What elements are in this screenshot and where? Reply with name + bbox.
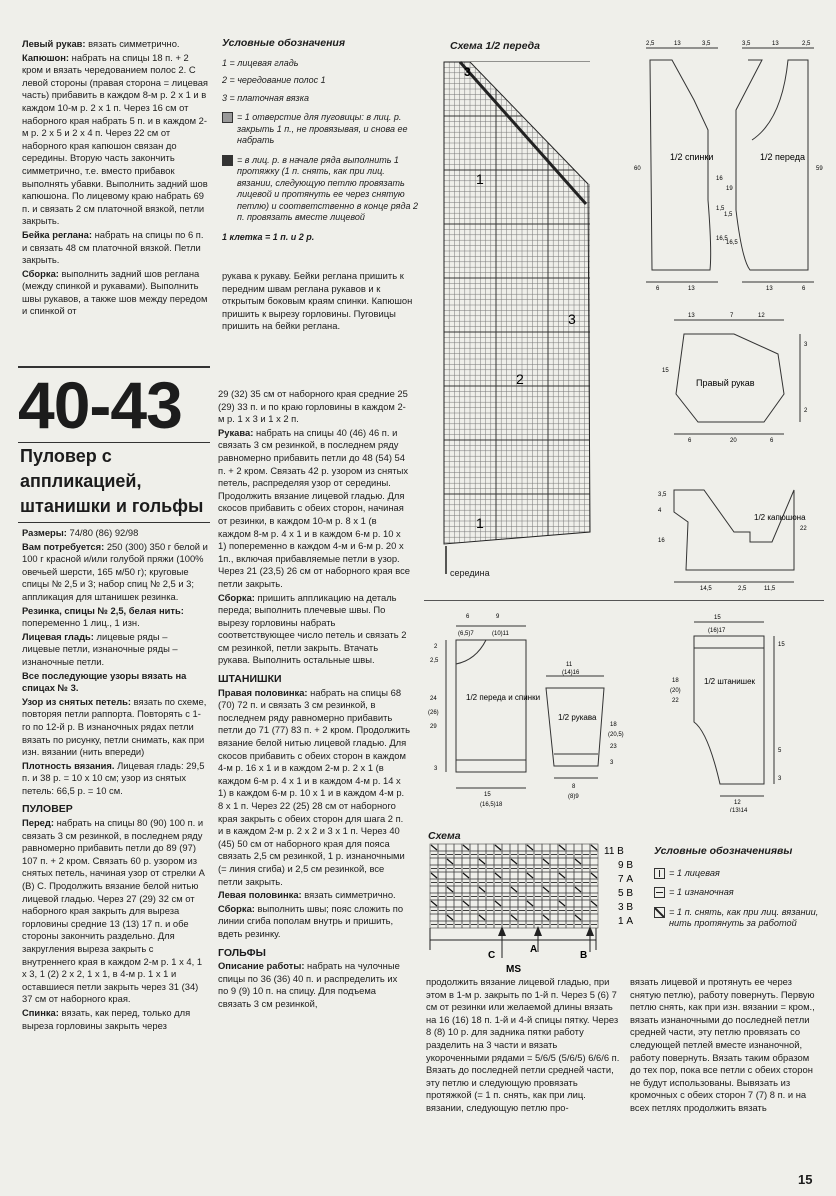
svg-text:3: 3 bbox=[804, 342, 808, 348]
svg-text:16: 16 bbox=[658, 538, 665, 544]
svg-text:3,5: 3,5 bbox=[702, 41, 711, 47]
svg-text:3,5: 3,5 bbox=[742, 41, 751, 47]
svg-text:2: 2 bbox=[804, 408, 808, 414]
svg-text:3: 3 bbox=[778, 776, 782, 782]
paragraph: Резинка, спицы № 2,5, белая нить: попеременно 1 лиц., 1 изн. bbox=[22, 604, 184, 629]
paragraph: 29 (32) 35 см от наборного края средние 25 (29) 33 п. и по краю горловины в каждом 2-м р. 1 х 3 и 1 х 2 п. bbox=[218, 388, 408, 425]
svg-text:C: C bbox=[488, 950, 496, 961]
paragraph: ПУЛОВЕР bbox=[22, 803, 73, 816]
center-label: середина bbox=[450, 568, 490, 578]
svg-text:(8)9: (8)9 bbox=[568, 794, 579, 800]
legend-purl: = 1 изнаночная bbox=[654, 887, 824, 899]
pattern-title: Пуловер с аппликацией, штанишки и гольфы bbox=[20, 446, 204, 516]
schematic-hood bbox=[654, 482, 824, 592]
svg-text:3: 3 bbox=[434, 766, 438, 772]
svg-text:9: 9 bbox=[496, 614, 500, 620]
svg-text:24: 24 bbox=[430, 696, 437, 702]
neckline-curve bbox=[456, 640, 486, 664]
text-column-3-bottom: продолжить вязание лицевой гладью, при этом в 1-м р. закрыть по 1-й п. Через 5 (6) 7 см от резинки или желаемой длины вязать на 16 (16) 18 п. 1-й и 4-й спицы пятку. Через 8 (8) 10 р. для задника пятки работу разделить на 3 части и вязать укороченными рядами = 5/6/5 (5/6/5) 6/6/6 п. Вязать до последней петли средней части, эту петлю и следующую провязать протяжкой (= 1 п. снять, как при лиц. вязании, следующую петлю про- bbox=[426, 976, 620, 1113]
zone-label: 2 bbox=[516, 371, 524, 387]
legend-item: 3 = платочная вязка bbox=[222, 92, 309, 103]
sleeve-label: Правый рукав bbox=[696, 378, 755, 388]
svg-text:11: 11 bbox=[566, 662, 573, 668]
grey-square-icon bbox=[222, 112, 233, 123]
back-label: 1/2 спинки bbox=[670, 152, 714, 162]
svg-text:7 А: 7 А bbox=[618, 874, 634, 885]
rapport-label: MS bbox=[506, 964, 521, 975]
svg-text:22: 22 bbox=[800, 526, 807, 532]
paragraph: Сборка: выполнить задний шов реглана (между спинкой и рукавами). Выполнить швы рукавов, а также шов между передом и спинкой от bbox=[22, 267, 208, 317]
divider bbox=[18, 442, 210, 443]
black-square-icon bbox=[222, 155, 233, 166]
svg-text:11,5: 11,5 bbox=[764, 586, 776, 592]
stitch-legend-title: Условные обозначениявы bbox=[654, 845, 793, 857]
svg-text:2,5: 2,5 bbox=[738, 586, 747, 592]
svg-text:5 В: 5 В bbox=[618, 888, 634, 899]
svg-text:15: 15 bbox=[778, 642, 785, 648]
text-column-2-top: рукава к рукаву. Бейки реглана пришить к передним швам реглана рукавов и к открытым боковым краям спинки. Капюшон пришить к вырезу горловины. Пуговицы пришить на бейки реглана. bbox=[222, 270, 413, 332]
paragraph: Капюшон: набрать на спицы 18 п. + 2 кром и вязать чередованием полос 2. С левой стороны (правая сторона = лицевая часть) прибавить в каждом 8-м р. 2 х 1 и в каждом 10-м р. 2 х 1 п. Через 16 см от наборного края набрать 5 п. и в каждом 2-м р. 2 х 5 и 2 х 4 п. Через 22 см от наборного края капюшон связан до середины. Вторую часть закончить симметрично, т.е. вместо прибавок выполнять убавки. Выполнить задний шов капюшона. По лицевому краю набрать 69 п. и связать 2 см платочной вязкой, петли закрыть. bbox=[22, 51, 208, 227]
divider bbox=[18, 522, 210, 523]
svg-text:29: 29 bbox=[430, 724, 437, 730]
zone-label: 3 bbox=[568, 311, 576, 327]
svg-text:9 В: 9 В bbox=[618, 860, 634, 871]
stitch-cells bbox=[430, 844, 598, 928]
chart-title: Схема 1/2 переда bbox=[450, 40, 541, 52]
text-column-4-bottom: вязать лицевой и протянуть ее через снятую петлю), работу повернуть. Первую петлю снять, как при изн. вязании = кром., вязать изнаночными до последней петли средней части, эту петлю провязать со следующей петлей вместе изнаночной, работу повернуть. Вязать таким образом до тех пор, пока все петли с обеих сторон не будут использованы. Вывязать из кромочных с обеих сторон 7 (7) 8 п. и на всех петлях продолжить вязать bbox=[630, 976, 815, 1113]
paragraph: Рукава: набрать на спицы 40 (46) 46 п. и связать 3 см резинкой, в последнем ряду равномерно прибавить петли до 48 (54) 54 п. + 2 кром. Связать 42 р. узором из снятых петель, распределяя узор от середины. Продолжить вязание лицевой гладью. Для скосов прибавить с обеих сторон, начиная от резинки, в каждом 10-м р. 8 х 1 (в каждом 8-м р. 4 х 1 и в каждом 6-м р. 10 х 1) попеременно в каждом 4-м и 6-м р. 20 х 1п., включая прибавляемые петли в узор. Через 21 (23,5) 26 см от наборного края все петли закрыть. bbox=[218, 426, 410, 589]
legend-item-decrease: = в лиц. р. в начале ряда выполнить 1 протяжку (1 п. снять, как при лиц. вязании, следующую петлю провязать лицевой и протянуть ее через снятую петлю) и соответственно в конце ряда 2 п. провязать вместе лицевой bbox=[222, 155, 422, 224]
paragraph: Вам потребуется: 250 (300) 350 г белой и 100 г красной и/или голубой пряжи (100% овечьей шерсти, 165 м/50 г); круговые спицы № 2,5 и 3; набор спиц № 2,5 и 3; аппликация для штанишек резинка. bbox=[22, 540, 208, 602]
paragraph: Правая половинка: набрать на спицы 68 (70) 72 п. и связать 3 см резинкой, в последнем ряду равномерно прибавить петли до 71 (77) 83 п. + 2 кром. Продолжить вязание белой нитью лицевой гладью. Для скосов прибавить с обеих сторон в каждом 4-м р. 16 х 1 и в каждом 2-м р. 2 х 1 (в каждом 6-м р. 4 х 1 и в каждом 4-м р. 14 х 1) в каждом 6-м р. 10 х 1 и в каждом 4-м р. 8 х 1 п. Через 22 (25) 28 см от наборного края закрыть с обеих сторон для шага 2 п. и в каждом 2-м р. 2 х 2 и 3 х 1 п. Через 40 (45) 50 см от наборного края для пояса связать 2,5 см резинкой, 1 р. изнаночными (= линия сгиба) и 2,5 см резинкой, все петли закрыть. bbox=[218, 686, 410, 887]
paragraph: Сборка: выполнить швы; пояс сложить по линии сгиба пополам внутрь и пришить, вдеть резинку. bbox=[218, 902, 404, 939]
svg-text:6: 6 bbox=[688, 438, 692, 442]
svg-text:19: 19 bbox=[726, 186, 733, 192]
svg-text:59: 59 bbox=[816, 166, 823, 172]
arrow-c-icon bbox=[498, 926, 506, 936]
svg-text:2,5: 2,5 bbox=[646, 41, 655, 47]
svg-text:1 А: 1 А bbox=[618, 916, 634, 927]
paragraph: ГОЛЬФЫ bbox=[218, 946, 266, 959]
svg-text:15: 15 bbox=[714, 615, 721, 621]
legend-title: Условные обозначения bbox=[222, 37, 346, 49]
legend-slip: = 1 п. снять, как при лиц. вязании, нить протянуть за работой bbox=[654, 907, 824, 930]
front-label: 1/2 переда bbox=[760, 152, 805, 162]
hood-label: 1/2 капюшона bbox=[754, 513, 806, 522]
svg-text:6: 6 bbox=[466, 614, 470, 620]
svg-text:6: 6 bbox=[802, 286, 806, 290]
pullover-outline bbox=[456, 640, 526, 772]
pants-outline bbox=[694, 636, 764, 784]
schematic-pants bbox=[664, 612, 804, 812]
text-column-2-bottom bbox=[218, 388, 410, 1012]
svg-text:13: 13 bbox=[674, 41, 681, 47]
zone-label: 3 bbox=[464, 65, 471, 79]
svg-text:16,5: 16,5 bbox=[726, 240, 738, 246]
svg-text:18: 18 bbox=[610, 722, 617, 728]
text-column-1-top bbox=[22, 38, 208, 319]
paragraph: Спинка: вязать, как перед, только для выреза горловины закрыть через bbox=[22, 1006, 191, 1031]
svg-text:7: 7 bbox=[730, 313, 734, 319]
svg-text:13: 13 bbox=[688, 286, 695, 290]
svg-text:2,5: 2,5 bbox=[430, 658, 439, 664]
svg-text:1,5: 1,5 bbox=[716, 206, 725, 212]
svg-text:(14)16: (14)16 bbox=[562, 670, 580, 676]
paragraph: Левая половинка: вязать симметрично. bbox=[218, 889, 396, 901]
svg-text:14,5: 14,5 bbox=[700, 586, 712, 592]
purl-stitch-icon bbox=[654, 887, 665, 898]
paragraph: Плотность вязания. Лицевая гладь: 29,5 п. и 38 р. = 10 х 10 см; узор из снятых петель: 66,5 р. = 10 см. bbox=[22, 759, 205, 796]
stitch-legend bbox=[654, 846, 824, 930]
pullover-label: 1/2 переда и спинки bbox=[466, 693, 541, 702]
svg-text:(20,5): (20,5) bbox=[608, 732, 624, 738]
svg-text:13: 13 bbox=[766, 286, 773, 290]
svg-text:60: 60 bbox=[634, 166, 641, 172]
svg-text:16,5: 16,5 bbox=[716, 236, 728, 242]
paragraph: Лицевая гладь: лицевые ряды – лицевые петли, изнаночные ряды – изнаночные петли. bbox=[22, 630, 178, 667]
svg-text:13: 13 bbox=[772, 41, 779, 47]
svg-text:6: 6 bbox=[770, 438, 774, 442]
paragraph: Все последующие узоры вязать на спицах № 3. bbox=[22, 669, 187, 694]
arrow-a-icon bbox=[534, 926, 542, 936]
svg-text:12: 12 bbox=[734, 800, 741, 806]
arrow-b-icon bbox=[586, 926, 594, 936]
scheme-title: Схема bbox=[428, 830, 461, 842]
svg-text:(16)17: (16)17 bbox=[708, 628, 726, 634]
svg-text:3 В: 3 В bbox=[618, 902, 634, 913]
schematic-back-front bbox=[632, 40, 832, 290]
svg-text:(6,5)7: (6,5)7 bbox=[458, 631, 474, 637]
svg-text:22: 22 bbox=[672, 698, 679, 704]
schematic-sleeve-2 bbox=[540, 656, 640, 816]
svg-text:(13)14: (13)14 bbox=[730, 808, 748, 812]
svg-text:15: 15 bbox=[662, 368, 669, 374]
hood-outline bbox=[674, 490, 794, 570]
legend-symbols bbox=[222, 38, 422, 243]
svg-text:18: 18 bbox=[672, 678, 679, 684]
svg-text:3,5: 3,5 bbox=[658, 492, 667, 498]
svg-text:B: B bbox=[580, 950, 588, 961]
zone-label: 1 bbox=[476, 171, 484, 187]
paragraph: Узор из снятых петель: вязать по схеме, повторяя петли раппорта. Повторять с 1-го по 12-й р. В изнаночных рядах петли вязать по рисунку, петли снимать, как при изн. вязании (нить впереди) bbox=[22, 695, 207, 758]
svg-text:2: 2 bbox=[434, 644, 438, 650]
svg-text:3: 3 bbox=[610, 760, 614, 766]
schematic-sleeve bbox=[654, 312, 824, 442]
paragraph: ШТАНИШКИ bbox=[218, 673, 282, 686]
svg-text:(26): (26) bbox=[428, 710, 439, 716]
svg-text:4: 4 bbox=[658, 508, 662, 514]
legend-scale: 1 клетка = 1 п. и 2 р. bbox=[222, 231, 315, 242]
svg-text:15: 15 bbox=[484, 792, 491, 798]
svg-text:12: 12 bbox=[758, 313, 765, 319]
svg-text:11 В: 11 В bbox=[604, 846, 624, 857]
svg-text:2,5: 2,5 bbox=[802, 41, 811, 47]
legend-knit: = 1 лицевая bbox=[654, 868, 824, 880]
svg-text:13: 13 bbox=[688, 313, 695, 319]
stitch-scheme-grid bbox=[426, 840, 636, 980]
knit-stitch-icon bbox=[654, 868, 665, 879]
svg-text:23: 23 bbox=[610, 744, 617, 750]
slip-stitch-icon bbox=[654, 907, 665, 918]
svg-text:1,5: 1,5 bbox=[724, 212, 733, 218]
zone-label: 1 bbox=[476, 515, 484, 531]
svg-text:16: 16 bbox=[716, 176, 723, 182]
back-outline bbox=[650, 60, 714, 270]
paragraph: Перед: набрать на спицы 80 (90) 100 п. и связать 3 см резинкой, в последнем ряду равномерно прибавить петли до 89 (97) 107 п. + 2 кром. Связать 60 р. узором из снятых петель, начиная узор от стрелки А (В) С. Продолжить вязание белой нитью лицевой гладью. Через 27 (29) 32 см от наборного края закрыть для выреза горловины средние 13 (13) 17 п. и обе стороны закончить раздельно. Для закругления выреза закрыть с внутреннего края в каждом 2-м р. 1 х 4, 1 х 3, 1 (2) 2 х 2, 1 х 1, в 4-м р. 1 х 1 и оставшиеся петли закрыть через 31 (34) 37 см от наборного края. bbox=[22, 817, 205, 1005]
paragraph: Описание работы: набрать на чулочные спицы по 36 (36) 40 п. и распределить их по 9 (9) 10 п. на спицу. Для подъема связать 3 см резинкой, bbox=[218, 960, 400, 1009]
paragraph: Бейка реглана: набрать на спицы по 6 п. и связать 48 см платочной вязкой. Петли закрыть. bbox=[22, 228, 204, 266]
legend-item: 1 = лицевая гладь bbox=[222, 57, 299, 68]
paragraph: Сборка: пришить аппликацию на деталь переда; выполнить плечевые швы. По вырезу горловины набрать соответствующее число петель и связать 2 см резинкой, петли закрыть. Втачать рукава. Выполнить остальные швы. bbox=[218, 591, 407, 666]
paragraph: Левый рукав: вязать симметрично. bbox=[22, 38, 180, 49]
legend-item: 2 = чередование полос 1 bbox=[222, 75, 326, 85]
svg-text:(20): (20) bbox=[670, 688, 681, 694]
legend-item-buttonhole: = 1 отверстие для пуговицы: в лиц. р. закрыть 1 п., не провязывая, и снова ее набрать bbox=[222, 112, 422, 147]
sleeve2-label: 1/2 рукава bbox=[558, 713, 597, 722]
paragraph: Размеры: 74/80 (86) 92/98 bbox=[22, 527, 139, 538]
front-outline bbox=[736, 60, 808, 270]
svg-text:6: 6 bbox=[656, 286, 660, 290]
svg-text:(10)11: (10)11 bbox=[492, 631, 509, 637]
divider bbox=[424, 600, 824, 601]
svg-text:(16,5)18: (16,5)18 bbox=[480, 802, 503, 808]
pants-label: 1/2 штанишек bbox=[704, 677, 756, 686]
page-number: 15 bbox=[798, 1172, 813, 1187]
svg-text:8: 8 bbox=[572, 784, 576, 790]
svg-text:5: 5 bbox=[778, 748, 782, 754]
svg-text:A: A bbox=[530, 944, 538, 955]
pattern-number: 40-43 bbox=[18, 368, 182, 442]
text-column-1-bottom bbox=[22, 527, 208, 1033]
front-chart-grid bbox=[440, 54, 610, 574]
svg-text:20: 20 bbox=[730, 438, 737, 442]
